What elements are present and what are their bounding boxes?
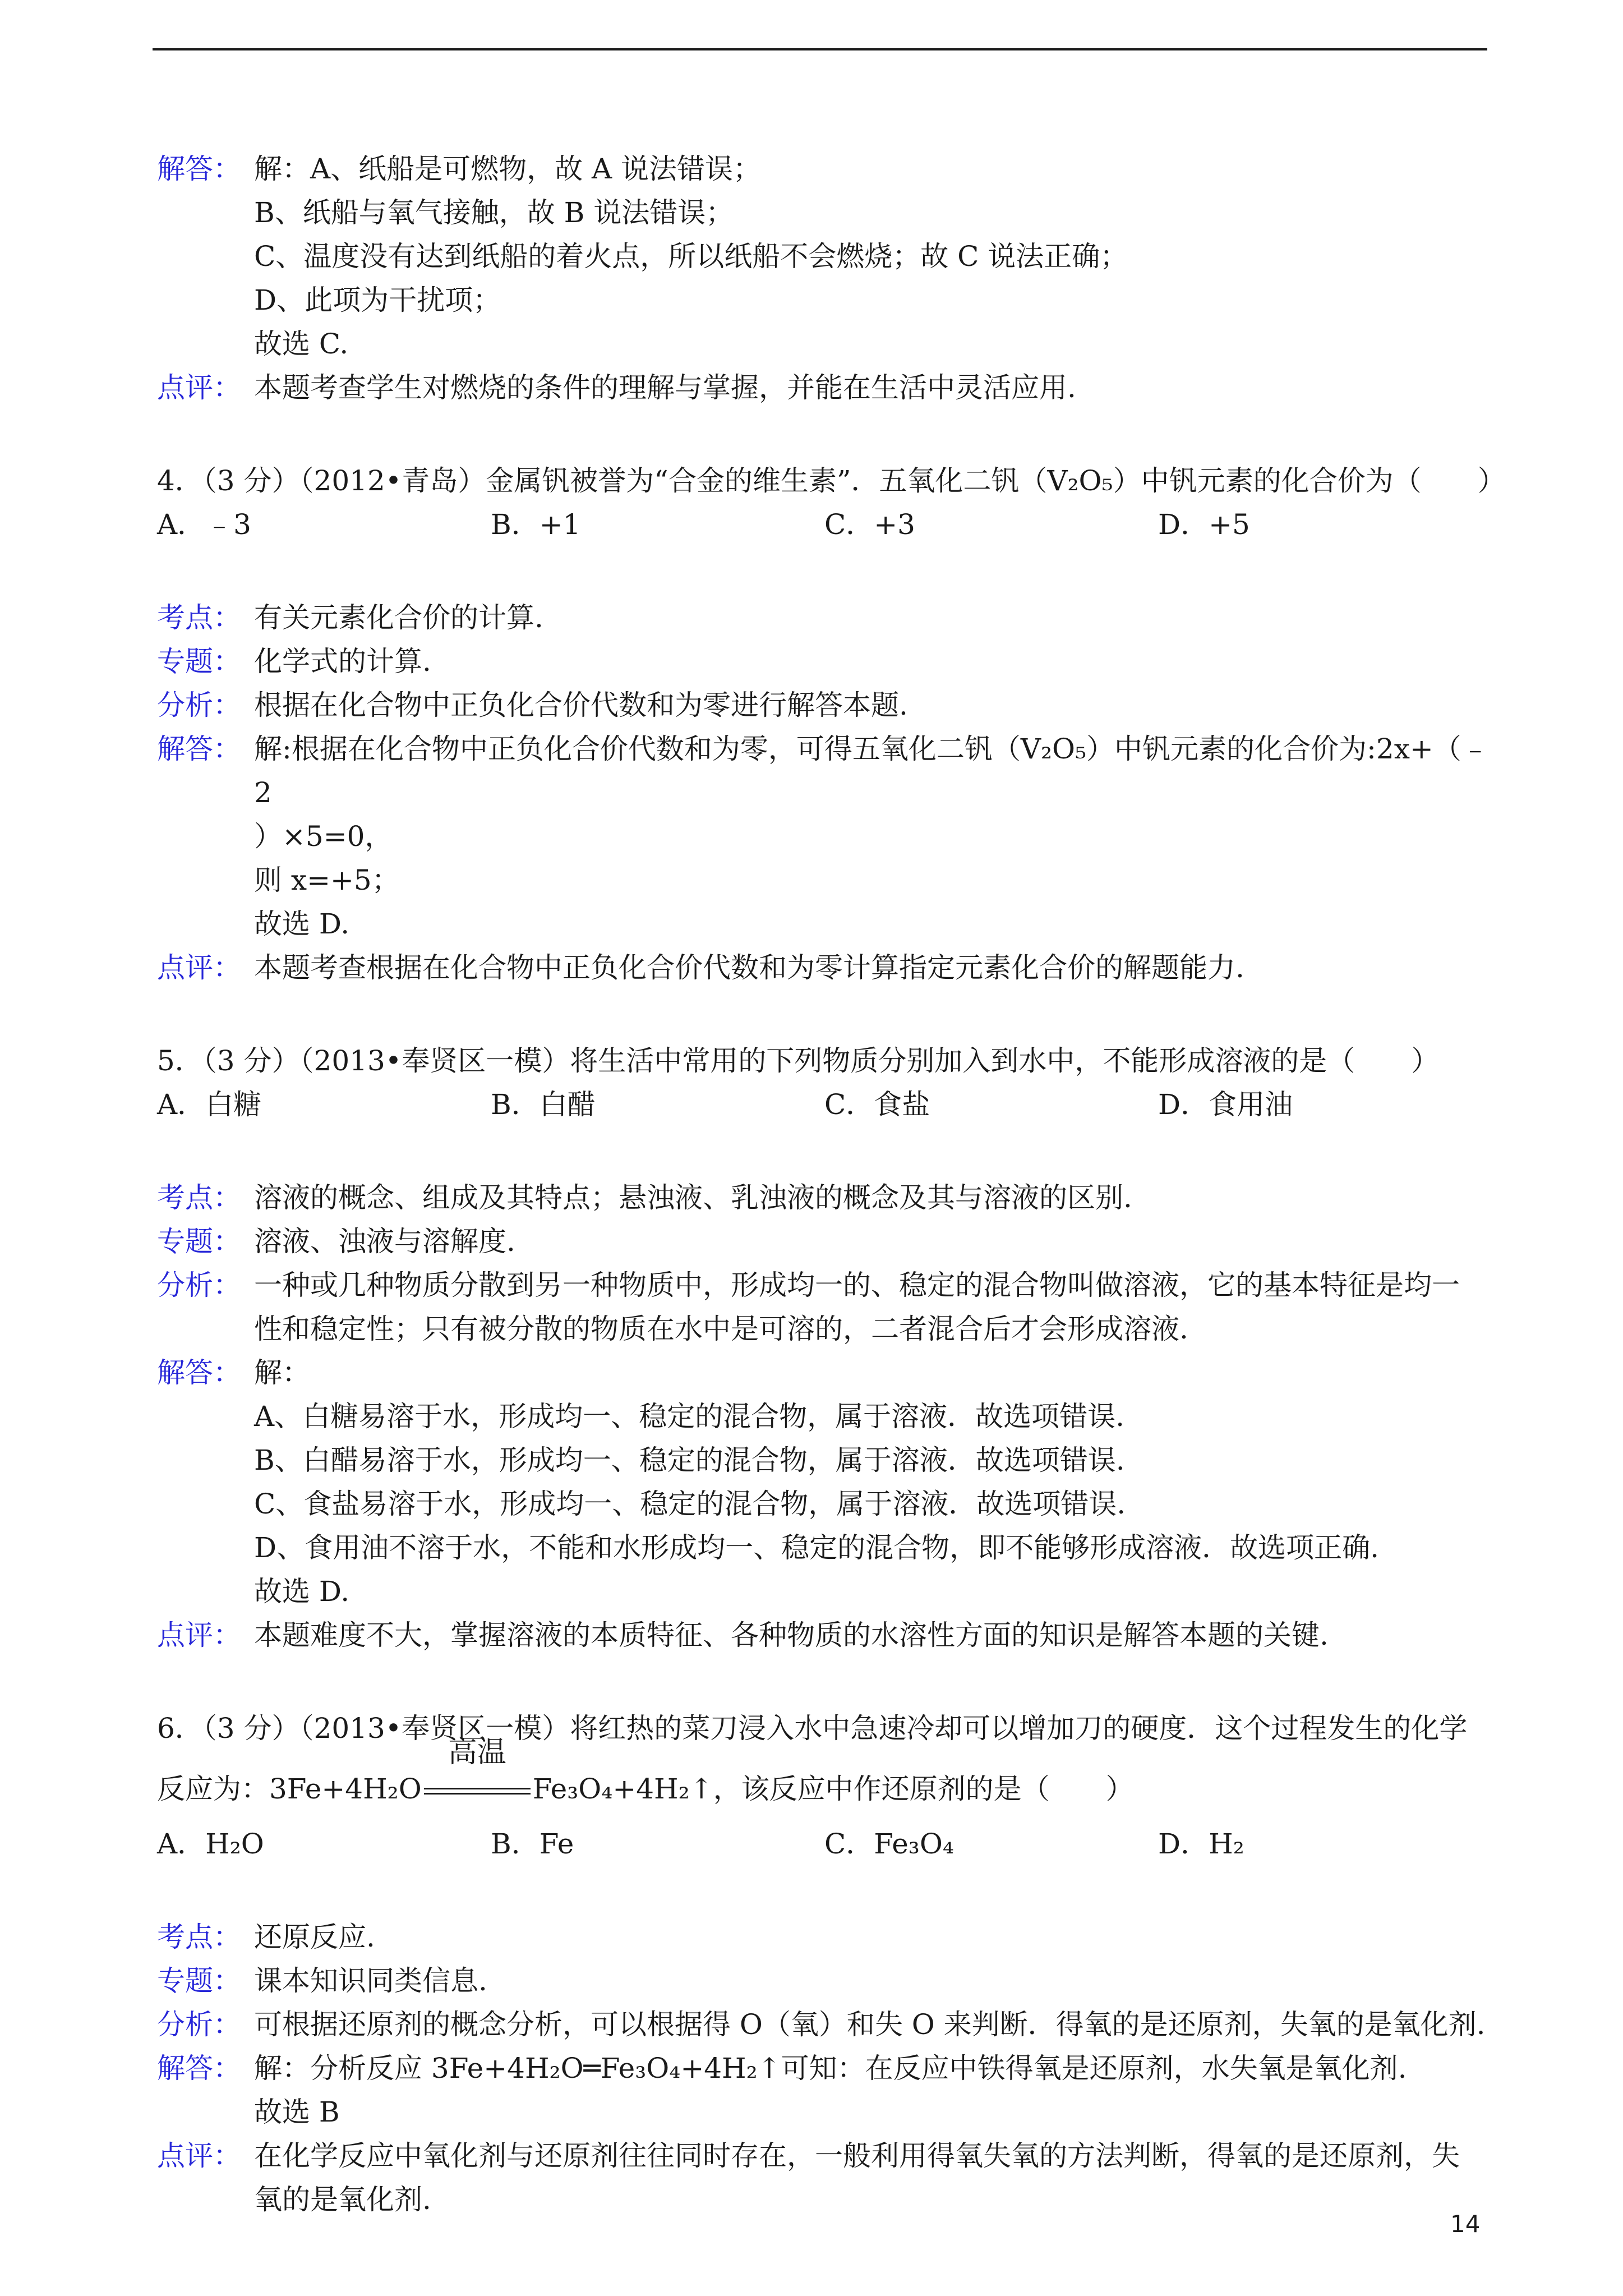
comment-row	[157, 946, 1492, 990]
knowledge-point-label: 考点：	[157, 1921, 241, 1953]
reaction-condition: 高温	[448, 1736, 506, 1769]
answer-line: D、此项为干扰项；	[254, 284, 501, 316]
answer-line: 解：A、纸船是可燃物，故 A 说法错误；	[254, 153, 762, 185]
comment-text: 本题考查学生对燃烧的条件的理解与掌握，并能在生活中灵活应用.	[254, 371, 1076, 404]
question-6	[157, 1706, 1492, 2221]
option-b: B．Fe	[491, 1828, 574, 1860]
page-number: 14	[1450, 2210, 1481, 2238]
answer-line: C、食盐易溶于水，形成均一、稳定的混合物，属于溶液．故选项错误.	[254, 1488, 1126, 1520]
option-d: D．食用油	[1158, 1088, 1293, 1121]
question-5	[157, 1039, 1492, 1657]
analysis-label: 分析：	[157, 689, 241, 721]
answer-line: 故选 C.	[254, 328, 349, 360]
topic-row	[157, 1220, 1492, 1263]
analysis-row	[157, 683, 1492, 727]
topic-row	[157, 639, 1492, 683]
question-stem: 5．（3 分）（2013•奉贤区一模）将生活中常用的下列物质分别加入到水中，不能形成溶液的是（ ）	[157, 1045, 1440, 1077]
answer-line: 则 x=+5；	[254, 864, 400, 896]
knowledge-point-label: 考点：	[157, 1181, 241, 1214]
analysis-row	[157, 2003, 1492, 2046]
question-3-solution	[157, 147, 1492, 409]
option-c: C．Fe₃O₄	[824, 1828, 954, 1860]
option-c: C．食盐	[824, 1088, 930, 1121]
topic-row	[157, 1959, 1492, 2003]
answer-line: 故选 D.	[254, 908, 350, 940]
option-d: D．H₂	[1158, 1828, 1244, 1860]
comment-text: 本题难度不大，掌握溶液的本质特征、各种物质的水溶性方面的知识是解答本题的关键.	[254, 1619, 1329, 1651]
answer-line: 解:根据在化合物中正负化合价代数和为零，可得五氧化二钒（V₂O₅）中钒元素的化合价为:2x+（﹣2	[254, 733, 1490, 809]
knowledge-point-row	[157, 1915, 1492, 1959]
comment-row	[157, 2134, 1492, 2178]
page-content	[157, 147, 1506, 2221]
comment-line: 在化学反应中氧化剂与还原剂往往同时存在，一般利用得氧失氧的方法判断，得氧的是还原剂，失	[254, 2139, 1460, 2172]
question-stem: 4．（3 分）（2012•青岛）金属钒被誉为“合金的维生素”．五氧化二钒（V₂O₅）中钒元素的化合价为（ ）	[157, 464, 1506, 497]
header-rule	[153, 48, 1487, 50]
answer-line: B、纸船与氧气接触，故 B 说法错误；	[254, 196, 734, 229]
answer-row	[157, 147, 1492, 191]
option-c: C．+3	[824, 508, 915, 541]
analysis-label: 分析：	[157, 2008, 241, 2041]
equation-left: 反应为：3Fe+4H₂O	[157, 1773, 422, 1805]
analysis-text: 根据在化合物中正负化合价代数和为零进行解答本题.	[254, 689, 908, 721]
answer-row	[157, 2046, 1492, 2090]
answer-line: 故选 B	[254, 2096, 340, 2128]
option-b: B．+1	[491, 508, 581, 541]
options-row	[157, 1083, 1492, 1126]
answer-line: B、白醋易溶于水，形成均一、稳定的混合物，属于溶液．故选项错误.	[254, 1444, 1125, 1476]
reaction-arrow	[424, 1736, 531, 1811]
topic-text: 溶液、浊液与溶解度.	[254, 1225, 515, 1258]
comment-text: 本题考查根据在化合物中正负化合价代数和为零计算指定元素化合价的解题能力.	[254, 951, 1244, 984]
comment-label: 点评：	[157, 2139, 241, 2172]
topic-text: 化学式的计算.	[254, 645, 431, 678]
answer-line: ）×5=0，	[254, 820, 393, 853]
answer-line: 解：分析反应 3Fe+4H₂O═Fe₃O₄+4H₂↑可知：在反应中铁得氧是还原剂，水失氧是氧化剂.	[254, 2052, 1407, 2085]
answer-label: 解答：	[157, 153, 241, 185]
answer-row	[157, 1351, 1492, 1395]
analysis-row	[157, 1263, 1492, 1307]
answer-line: 故选 D.	[254, 1575, 350, 1608]
comment-line: 氧的是氧化剂.	[254, 2183, 431, 2216]
equals-bar	[424, 1788, 531, 1795]
knowledge-point-text: 还原反应.	[254, 1921, 375, 1953]
topic-label: 专题：	[157, 1964, 241, 1997]
options-row	[157, 1822, 1492, 1866]
options-row	[157, 503, 1492, 546]
comment-row	[157, 1613, 1492, 1657]
comment-label: 点评：	[157, 371, 241, 404]
comment-label: 点评：	[157, 1619, 241, 1651]
option-a: A．H₂O	[157, 1828, 264, 1860]
knowledge-point-text: 溶液的概念、组成及其特点；悬浊液、乳浊液的概念及其与溶液的区别.	[254, 1181, 1132, 1214]
option-a: A．白糖	[157, 1088, 262, 1121]
answer-line: A、白糖易溶于水，形成均一、稳定的混合物，属于溶液．故选项错误.	[254, 1400, 1125, 1433]
answer-line: 解：	[254, 1356, 310, 1389]
analysis-label: 分析：	[157, 1269, 241, 1301]
answer-label: 解答：	[157, 1356, 241, 1389]
equation-right: Fe₃O₄+4H₂↑，该反应中作还原剂的是（ ）	[532, 1773, 1134, 1805]
analysis-text: 可根据还原剂的概念分析，可以根据得 O（氧）和失 O 来判断．得氧的是还原剂，失氧的是氧化剂.	[254, 2008, 1486, 2041]
comment-row	[157, 366, 1492, 409]
answer-row	[157, 727, 1492, 815]
topic-label: 专题：	[157, 1225, 241, 1258]
analysis-line: 一种或几种物质分散到另一种物质中，形成均一的、稳定的混合物叫做溶液，它的基本特征是均一	[254, 1269, 1460, 1301]
answer-line: C、温度没有达到纸船的着火点，所以纸船不会燃烧；故 C 说法正确；	[254, 240, 1128, 273]
question-stem: 6．（3 分）（2013•奉贤区一模）将红热的菜刀浸入水中急速冷却可以增加刀的硬度．这个过程发生的化学	[157, 1712, 1468, 1745]
knowledge-point-row	[157, 1176, 1492, 1220]
answer-line: D、食用油不溶于水，不能和水形成均一、稳定的混合物，即不能够形成溶液．故选项正确.	[254, 1531, 1379, 1564]
comment-label: 点评：	[157, 951, 241, 984]
knowledge-point-label: 考点：	[157, 601, 241, 634]
option-a: A．﹣3	[157, 508, 251, 541]
topic-label: 专题：	[157, 645, 241, 678]
knowledge-point-text: 有关元素化合价的计算.	[254, 601, 543, 634]
option-d: D．+5	[1158, 508, 1250, 541]
answer-label: 解答：	[157, 2052, 241, 2085]
analysis-line: 性和稳定性；只有被分散的物质在水中是可溶的，二者混合后才会形成溶液.	[254, 1313, 1188, 1345]
answer-label: 解答：	[157, 733, 241, 765]
reaction-equation-line	[157, 1736, 1492, 1811]
knowledge-point-row	[157, 596, 1492, 639]
question-4	[157, 459, 1506, 990]
topic-text: 课本知识同类信息.	[254, 1964, 487, 1997]
option-b: B．白醋	[491, 1088, 596, 1121]
